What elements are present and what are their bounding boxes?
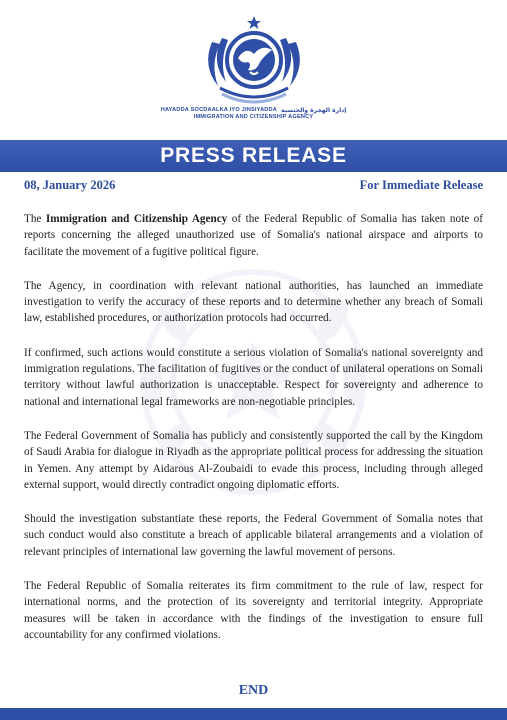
immigration-agency-emblem-icon <box>192 14 316 114</box>
paragraph-2: The Agency, in coordination with relevant national authorities, has launched an immediate investigation to verify the accuracy of these reports and to determine whether any breach of Somali law, established procedures, or authorization protocols had occurred. <box>24 279 483 325</box>
paragraph-6: The Federal Republic of Somalia reiterates its firm commitment to the rule of law, respect for international norms, and the protection of its sovereignty and territorial integrity. Appropriate measures will be taken in accordance with the findings of the investigation to ensure full accountability for any confirmed violations. <box>24 580 483 641</box>
banner-title: PRESS RELEASE <box>160 144 347 167</box>
paragraph-1-rest: of the Federal Republic of Somalia has taken note of reports concerning the alleged unauthorized use of Somalia's national airspace and airports to facilitate the movement of a fugitive political figure. <box>24 213 483 258</box>
agency-name-arabic: إدارة الهجرة والجنسية <box>281 107 347 114</box>
agency-name-somali: HAYADDA SOCDAALKA IYO JINSIYADDA <box>160 107 278 113</box>
agency-name-bold: Immigration and Citizenship Agency <box>45 213 228 225</box>
end-marker: END <box>238 683 269 698</box>
press-release-body <box>24 211 483 661</box>
paragraph-4: The Federal Government of Somalia has publicly and consistently supported the call by the Kingdom of Saudi Arabia for dialogue in Riyadh as the appropriate political process for addressing the situation in Yemen. Any attempt by Aidarous Al-Zoubaidi to evade this process, including through alleged external support, would directly contradict ongoing diplomatic efforts. <box>24 429 483 491</box>
agency-name-block <box>0 107 507 121</box>
agency-name-english: IMMIGRATION AND CITIZENSHIP AGENCY <box>193 114 314 120</box>
paragraph-1 <box>24 211 483 260</box>
meta-row <box>24 178 483 194</box>
release-type: For Immediate Release <box>359 178 483 192</box>
press-release-banner <box>0 140 507 172</box>
release-date: 08, January 2026 <box>24 178 116 192</box>
paragraph-1-intro: The <box>24 213 46 225</box>
agency-names-row <box>0 107 507 114</box>
bottom-bar <box>0 708 507 720</box>
paragraph-3: If confirmed, such actions would constitute a serious violation of Somalia's national sovereignty and immigration regulations. The facilitation of fugitives or the conduct of unilateral operations on Somali territory without lawful authorization is unacceptable. Respect for sovereignty and adherence to national and international legal frameworks are non-negotiable principles. <box>24 346 483 408</box>
paragraph-5: Should the investigation substantiate these reports, the Federal Government of Somalia notes that such conduct would also constitute a breach of applicable bilateral arrangements and a violation of relevant principles of international law governing the lawful movement of persons. <box>24 513 483 558</box>
